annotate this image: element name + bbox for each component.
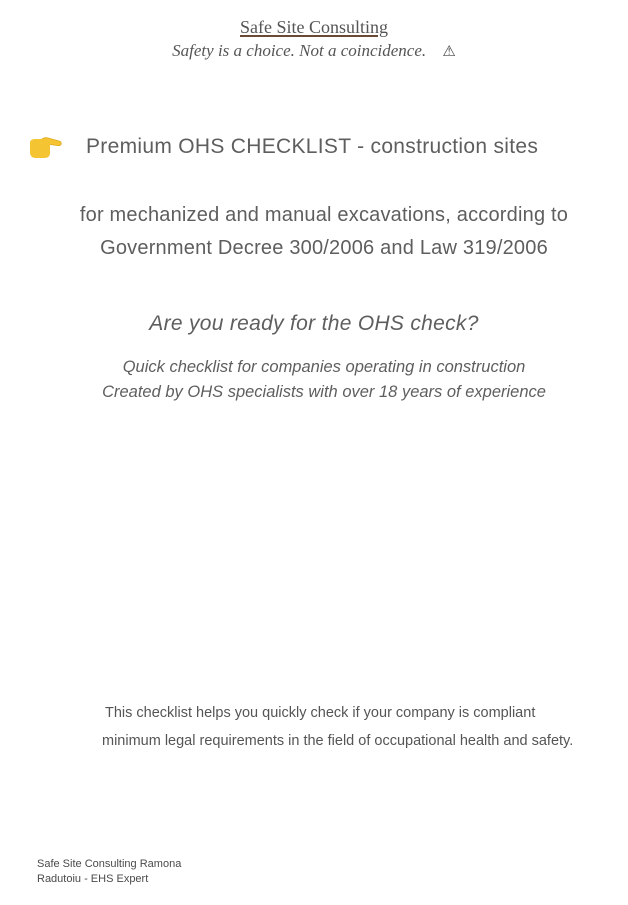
intro-question: Are you ready for the OHS check?: [149, 312, 479, 335]
tagline: Safety is a choice. Not a coincidence.: [172, 41, 427, 60]
warning-triangle-icon: ⚠: [442, 44, 456, 60]
page-title: Premium OHS CHECKLIST - construction sites: [86, 135, 539, 158]
description-line-1: This checklist helps you quickly check if your company is compliant: [105, 705, 536, 721]
tagline-row: [0, 40, 628, 63]
description-line-2: minimum legal requirements in the field of occupational health and safety.: [102, 733, 574, 749]
intro-line-1: Quick checklist for companies operating in construction: [122, 358, 526, 376]
footer-credit: Safe Site Consulting Ramona Radutoiu - EHS Expert: [37, 858, 182, 885]
intro-line-2: Created by OHS specialists with over 18 years of experience: [102, 383, 546, 401]
intro-text: [84, 355, 564, 405]
hero-title-row: [28, 133, 608, 165]
pointing-hand-icon: [28, 133, 62, 161]
page-subtitle: for mechanized and manual excavations, according to Government Decree 300/2006 and Law 319/2006: [79, 204, 569, 259]
brand-name[interactable]: Safe Site Consulting: [240, 17, 388, 37]
header: [0, 16, 628, 38]
